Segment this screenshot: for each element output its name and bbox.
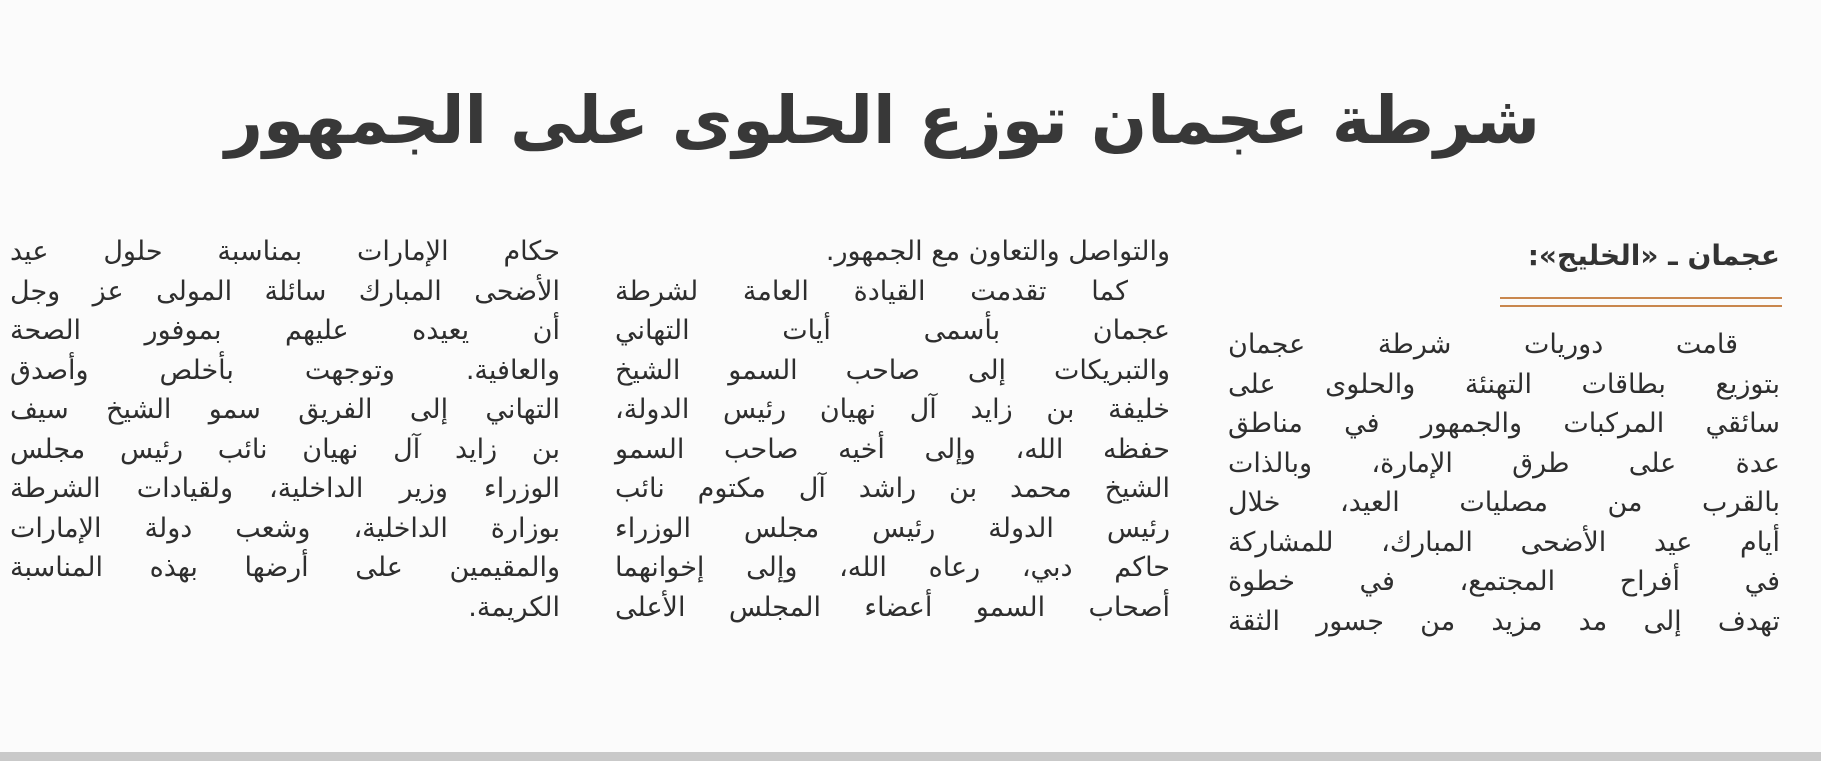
column-line: والمقيمين على أرضها بهذه المناسبة: [10, 552, 560, 583]
column-line: عجمان بأسمى أيات التهاني: [615, 315, 1170, 346]
column-line: بالقرب من مصليات العيد، خلال: [1228, 487, 1780, 518]
column-line: كما تقدمت القيادة العامة لشرطة: [615, 275, 1128, 307]
column-line: بوزارة الداخلية، وشعب دولة الإمارات: [10, 512, 560, 544]
article-column-middle: [615, 232, 1170, 627]
article-headline: شرطة عجمان توزع الحلوى على الجمهور: [224, 82, 1540, 159]
article-column-right: [1228, 325, 1780, 641]
byline-divider: [1500, 297, 1782, 307]
scan-edge: [0, 752, 1821, 761]
column-line: حفظه الله، وإلى أخيه صاحب السمو: [615, 433, 1170, 465]
column-line: الأضحى المبارك سائلة المولى عز وجل: [10, 275, 560, 307]
column-line: رئيس الدولة رئيس مجلس الوزراء: [615, 512, 1170, 544]
column-line: أن يعيده عليهم بموفور الصحة: [10, 315, 560, 346]
column-line: الوزراء وزير الداخلية، ولقيادات الشرطة: [10, 473, 560, 504]
column-line: أيام عيد الأضحى المبارك، للمشاركة: [1228, 526, 1780, 558]
column-line: والتواصل والتعاون مع الجمهور.: [825, 236, 1170, 267]
column-line: والتبريكات إلى صاحب السمو الشيخ: [615, 354, 1170, 386]
column-line: عدة على طرق الإمارة، وبالذات: [1228, 447, 1780, 479]
column-line: تهدف إلى مد مزيد من جسور الثقة: [1228, 605, 1780, 637]
column-line: حكام الإمارات بمناسبة حلول عيد: [10, 236, 560, 267]
column-line: حاكم دبي، رعاه الله، وإلى إخوانهما: [615, 552, 1170, 583]
article-byline: عجمان ـ «الخليج»:: [1527, 239, 1780, 272]
column-line: بتوزيع بطاقات التهنئة والحلوى على: [1228, 368, 1780, 400]
column-line: سائقي المركبات والجمهور في مناطق: [1228, 408, 1780, 439]
column-line: الشيخ محمد بن راشد آل مكتوم نائب: [615, 473, 1170, 504]
article-column-left: [10, 232, 560, 627]
column-line: خليفة بن زايد آل نهيان رئيس الدولة،: [615, 394, 1170, 425]
column-line: التهاني إلى الفريق سمو الشيخ سيف: [10, 394, 560, 425]
column-line: الكريمة.: [468, 591, 560, 623]
column-line: قامت دوريات شرطة عجمان: [1228, 329, 1738, 360]
column-line: والعافية. وتوجهت بأخلص وأصدق: [10, 354, 560, 386]
column-line: أصحاب السمو أعضاء المجلس الأعلى: [615, 591, 1170, 623]
column-line: في أفراح المجتمع، في خطوة: [1228, 566, 1780, 597]
column-line: بن زايد آل نهيان نائب رئيس مجلس: [10, 433, 560, 465]
